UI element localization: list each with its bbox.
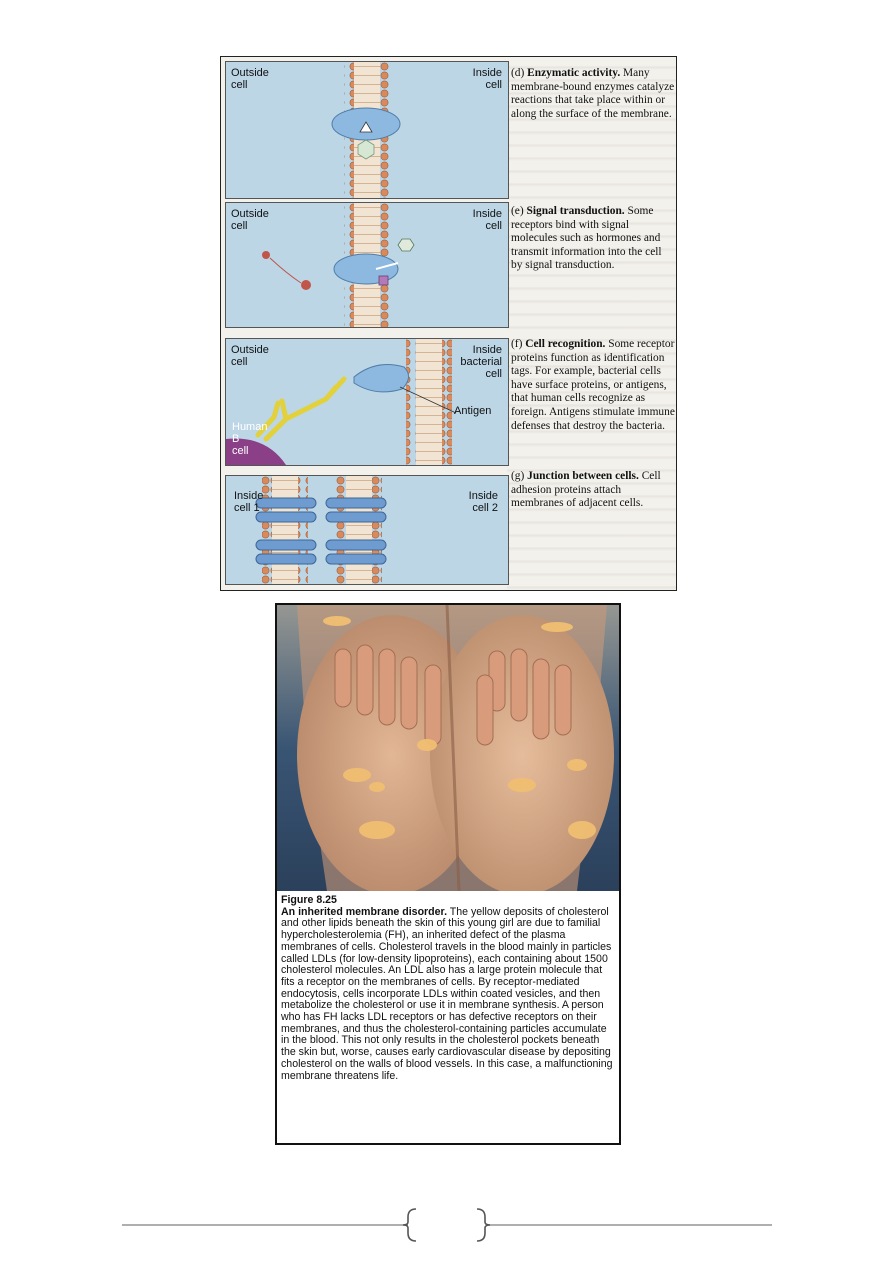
antigen-label: Antigen — [454, 405, 492, 417]
panel-g-body: Cell adhesion proteins attach membranes of adjacent cells. — [511, 470, 661, 510]
figure-body: The yellow deposits of cholesterol and other lipids beneath the skin of this young girl are due to familial hypercholesterolemia (FH), an inherited defect of the plasma membranes of cells. Cholesterol travels in the blood mainly in particles called LDLs (for low-density lipoproteins), each containing about 1500 cholesterol molecules. An LDL also has a large protein molecule that fits a receptor on the membranes of cells. By receptor-mediated endocytosis, cells incorporate LDLs within coated vesicles, and then metabolize the cholesterol or use it in membrane synthesis. A person who has FH lacks LDL receptors or has defective receptors on their membranes, and thus the cholesterol-containing particles accumulate in the blood. This not only results in the cholesterol pockets beneath the skin but, worse, causes early cardiovascular disease by depositing cholesterol on the walls of blood vessels. In this case, a malfunctioning membrane threatens life. — [281, 905, 613, 1082]
panel-g-description — [511, 470, 675, 511]
panel-d-body: Many membrane-bound enzymes catalyze reactions that take place within or along the surface of the membrane. — [511, 67, 675, 120]
panel-e-letter: (e) — [511, 205, 524, 217]
figure-title: An inherited membrane disorder. — [281, 905, 448, 918]
human-b-cell-label: Human B cell — [232, 421, 268, 457]
panel-g-cell2-label: Inside cell 2 — [468, 490, 498, 514]
panel-f-title: Cell recognition. — [525, 338, 606, 350]
panel-f-inside-label: Inside bacterial cell — [460, 344, 502, 380]
panel-e-body: Some receptors bind with signal molecules such as hormones and transmit information into the cell by signal transduction. — [511, 205, 662, 272]
figure-number: Figure 8.25 — [281, 894, 337, 906]
panel-e-description — [511, 205, 675, 273]
panel-d-letter: (d) — [511, 67, 525, 79]
panel-d-description — [511, 67, 675, 121]
panel-g-cell1-label: Inside cell 1 — [234, 490, 264, 514]
panel-signal-transduction — [225, 202, 509, 328]
panel-d-inside-label: Inside cell — [472, 67, 502, 91]
panel-g-title: Junction between cells. — [527, 470, 639, 482]
panel-e-outside-label: Outside cell — [231, 208, 269, 232]
panel-g-letter: (g) — [511, 470, 525, 482]
panel-d-outside-label: Outside cell — [231, 67, 269, 91]
panel-d-title: Enzymatic activity. — [527, 67, 621, 79]
panel-f-body: Some receptor proteins function as identification tags. For example, bacterial cells have surface proteins, or antigens, that human cells recognize as foreign. Antigens stimulate immune defenses that destroy the bacteria. — [511, 338, 675, 432]
figure-caption — [281, 895, 615, 1082]
page-footer-rule — [0, 1205, 893, 1245]
panel-f-description — [511, 338, 675, 433]
knees-photo — [277, 605, 619, 891]
junction-membrane-diagram — [226, 476, 508, 584]
membrane-functions-figure — [220, 56, 677, 591]
panel-f-outside-label: Outside cell — [231, 344, 269, 368]
panel-cell-junction — [225, 475, 509, 585]
panel-enzymatic-activity — [225, 61, 509, 199]
panel-cell-recognition — [225, 338, 509, 466]
fh-disorder-figure — [275, 603, 621, 1145]
panel-e-title: Signal transduction. — [526, 205, 625, 217]
panel-e-inside-label: Inside cell — [472, 208, 502, 232]
panel-f-letter: (f) — [511, 338, 523, 350]
